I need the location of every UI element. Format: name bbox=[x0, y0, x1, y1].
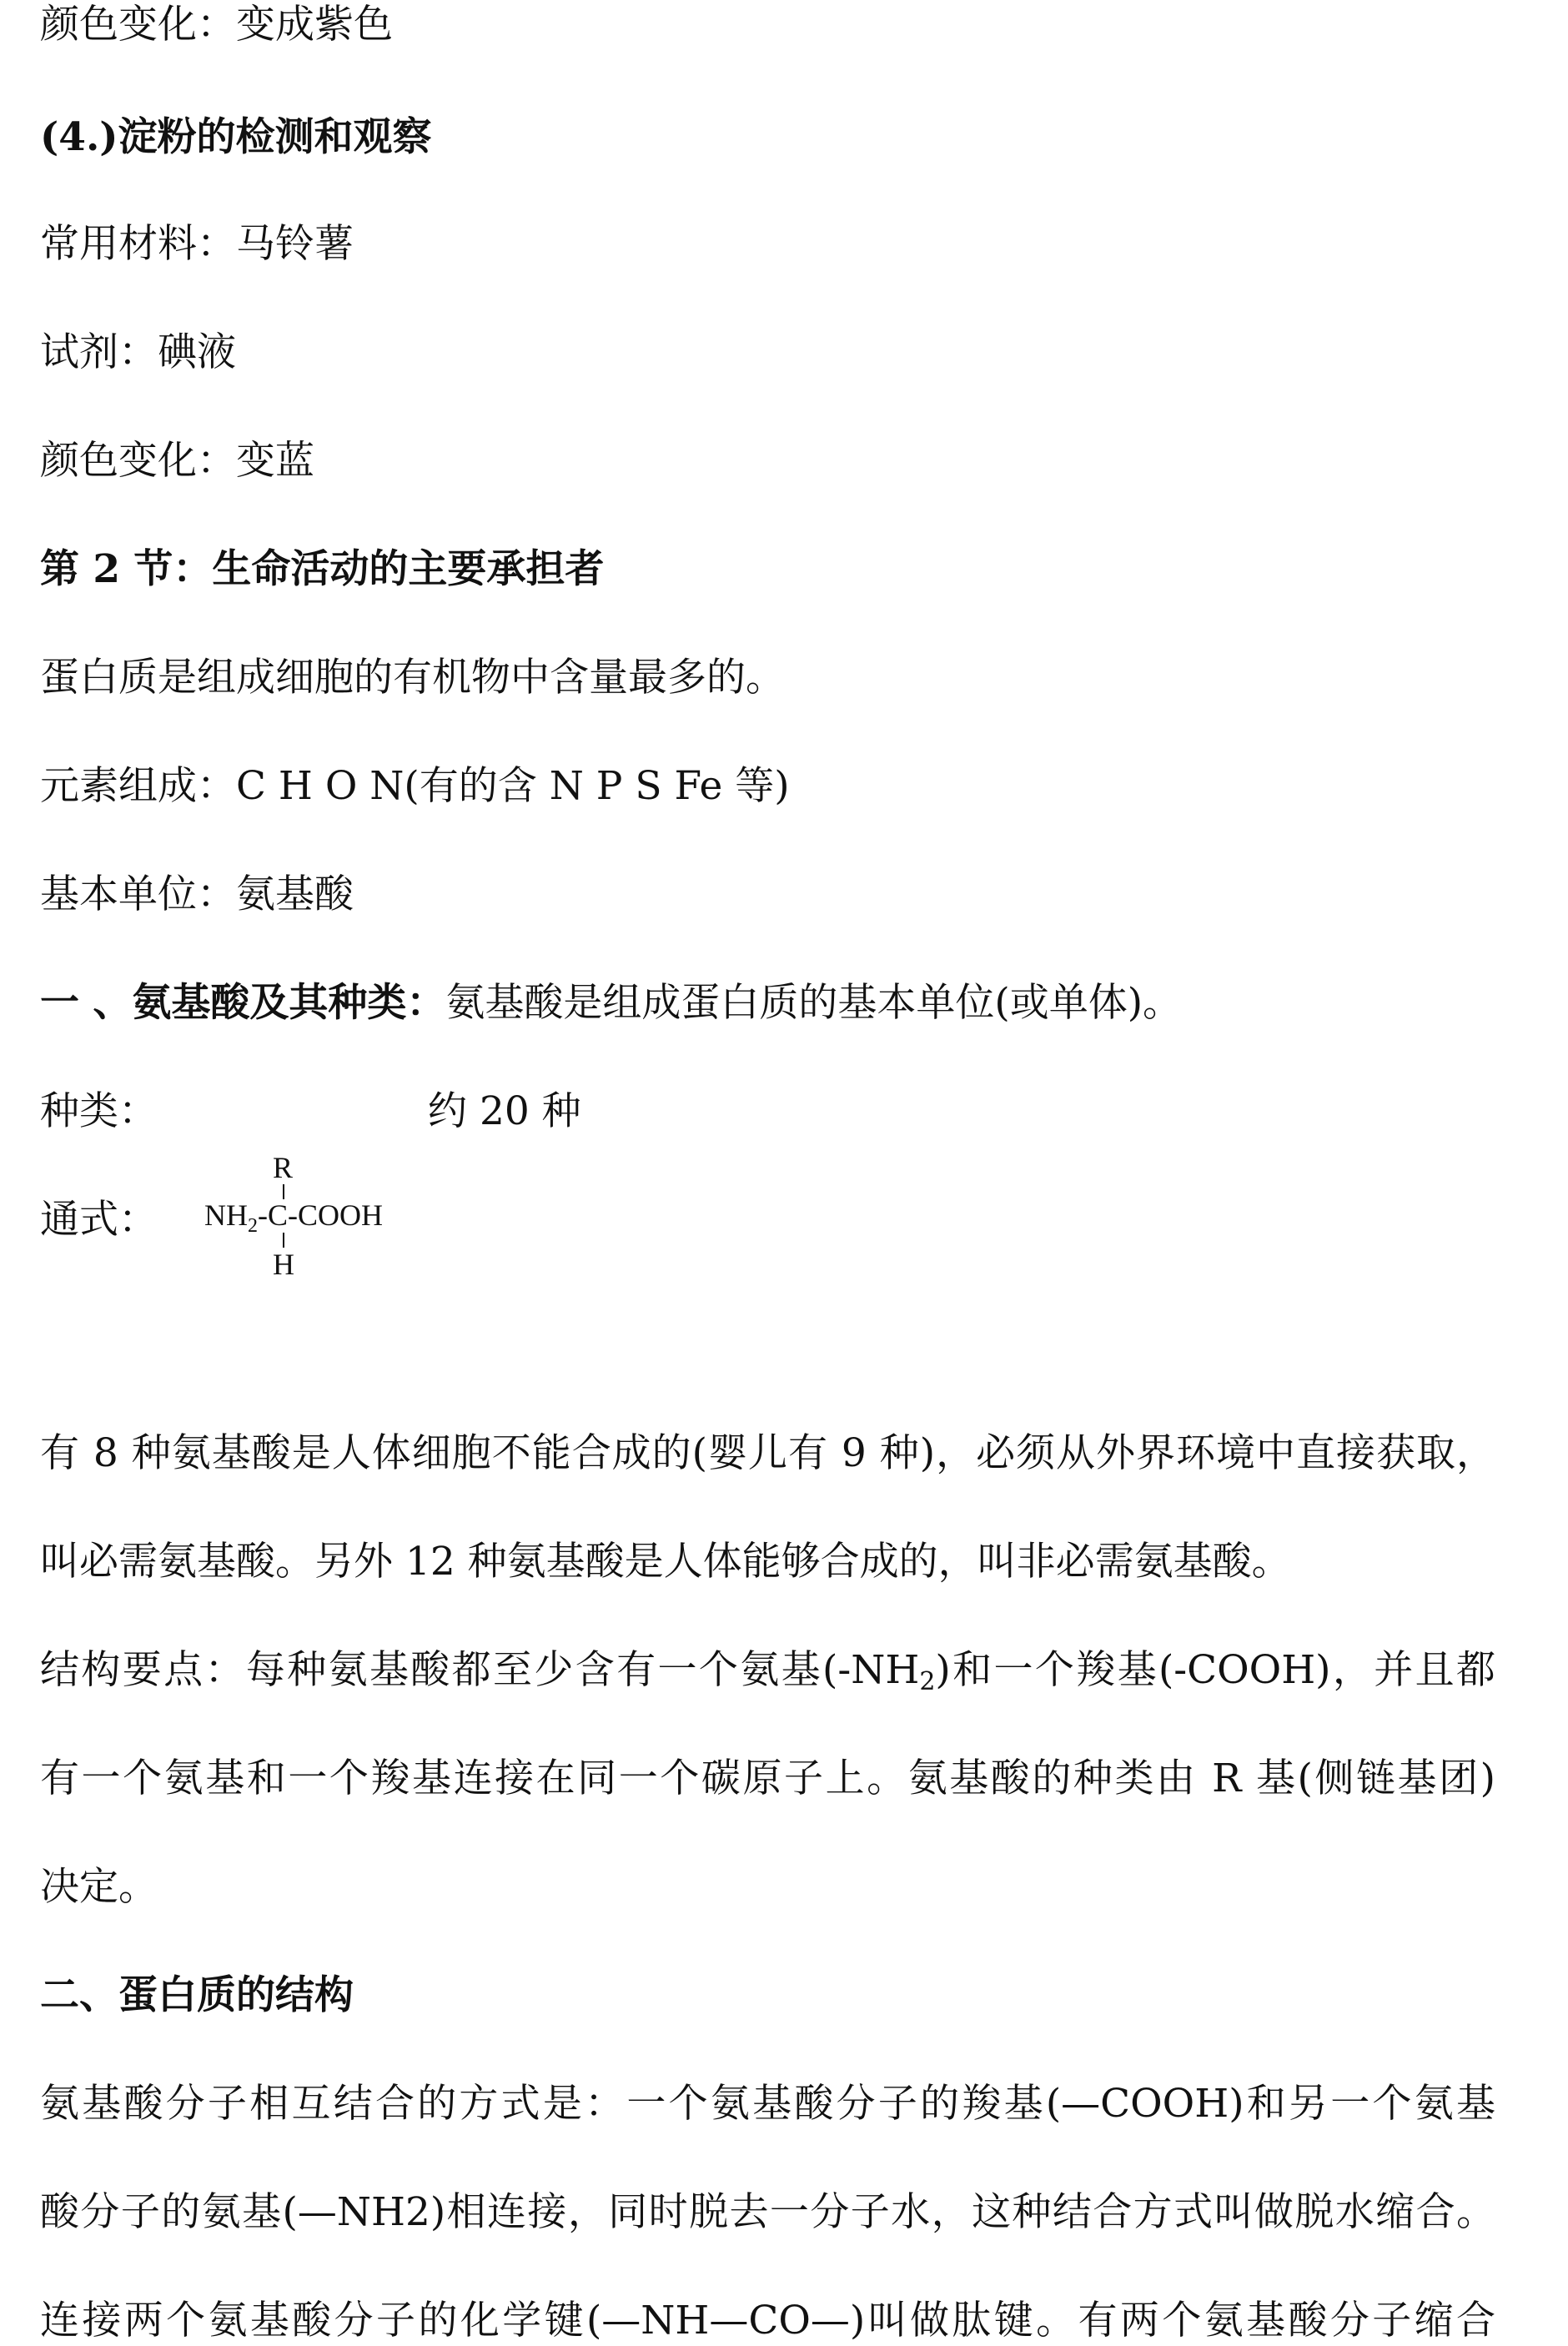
formula-bond-bottom bbox=[283, 1233, 284, 1248]
text-line bbox=[40, 978, 1182, 1028]
formula-hydrogen: H bbox=[273, 1248, 294, 1281]
text-line: 颜色变化：变蓝 bbox=[40, 438, 314, 484]
formula-bond-top bbox=[283, 1184, 284, 1199]
formula-carboxyl-chain: -C-COOH bbox=[258, 1198, 383, 1232]
text-value: 约 20 种 bbox=[428, 1088, 581, 1134]
text-line: 试剂：碘液 bbox=[40, 329, 236, 375]
text-run: 氨基酸是组成蛋白质的基本单位(或单体)。 bbox=[445, 980, 1183, 1026]
text-line: 基本单位：氨基酸 bbox=[40, 872, 354, 917]
formula-r-group: R bbox=[273, 1151, 294, 1184]
section-heading: 第 2 节：生命活动的主要承担者 bbox=[40, 546, 605, 592]
formula-amino-group: NH bbox=[204, 1198, 248, 1232]
text-run: )和一个羧基(-COOH)，并且都 bbox=[935, 1647, 1495, 1693]
subscript: 2 bbox=[919, 1667, 936, 1696]
text-line: 通式： bbox=[40, 1197, 158, 1243]
text-line: 氨基酸分子相互结合的方式是：一个氨基酸分子的羧基(—COOH)和另一个氨基 bbox=[40, 2081, 1495, 2127]
text-line: 颜色变化：变成紫色 bbox=[40, 2, 393, 48]
formula-subscript: 2 bbox=[248, 1215, 258, 1237]
text-line: 有一个氨基和一个羧基连接在同一个碳原子上。氨基酸的种类由 R 基(侧链基团) bbox=[40, 1756, 1495, 1801]
text-line: 有 8 种氨基酸是人体细胞不能合成的(婴儿有 9 种)，必须从外界环境中直接获取， bbox=[40, 1430, 1495, 1476]
section-heading: (4.)淀粉的检测和观察 bbox=[40, 114, 432, 160]
text-line: 连接两个氨基酸分子的化学键(—NH—CO—)叫做肽键。有两个氨基酸分子缩合 bbox=[40, 2298, 1495, 2343]
amino-acid-formula bbox=[204, 1151, 405, 1284]
text-run: 结构要点：每种氨基酸都至少含有一个氨基(-NH bbox=[40, 1647, 920, 1693]
text-line: 决定。 bbox=[40, 1864, 158, 1910]
section-heading: 二、蛋白质的结构 bbox=[40, 1972, 354, 2018]
text-line: 酸分子的氨基(—NH2)相连接，同时脱去一分子水，这种结合方式叫做脱水缩合。 bbox=[40, 2189, 1495, 2235]
section-heading: 一 、氨基酸及其种类： bbox=[40, 980, 446, 1026]
text-line: 蛋白质是组成细胞的有机物中含量最多的。 bbox=[40, 655, 785, 701]
text-line: 元素组成：C H O N(有的含 N P S Fe 等) bbox=[40, 763, 790, 809]
text-line: 叫必需氨基酸。另外 12 种氨基酸是人体能够合成的，叫非必需氨基酸。 bbox=[40, 1539, 1291, 1585]
text-line bbox=[40, 1645, 1495, 1695]
text-line: 种类： bbox=[40, 1088, 158, 1134]
text-line: 常用材料：马铃薯 bbox=[40, 221, 354, 267]
